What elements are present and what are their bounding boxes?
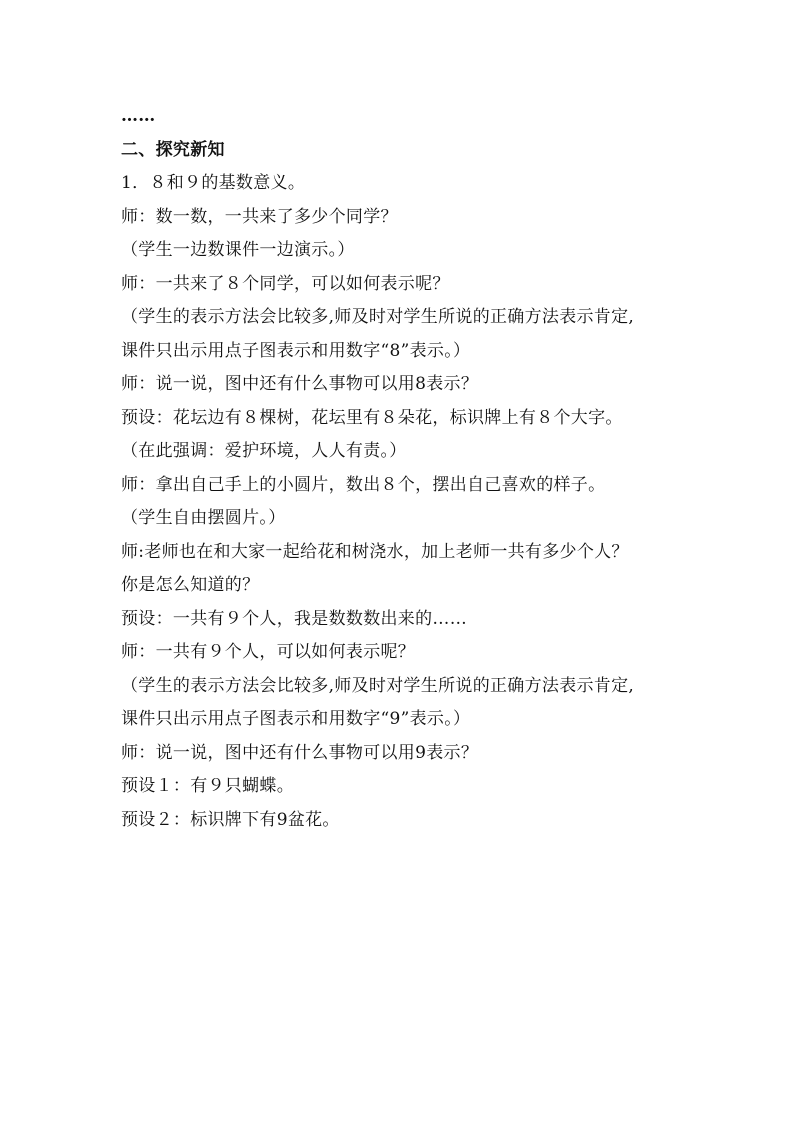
paragraph-line: 预设：一共有９个人，我是数数数出来的…… xyxy=(121,608,467,629)
document-body xyxy=(121,100,691,837)
paragraph-line: （学生的表示方法会比较多,师及时对学生所说的正确方法表示肯定, xyxy=(121,675,635,696)
paragraph-line: 师：一共来了８个同学，可以如何表示呢？ xyxy=(121,273,450,294)
paragraph-line: 师：一共有９个人，可以如何表示呢？ xyxy=(121,642,416,662)
paragraph-line: 预设１：有９只蝴蝶。 xyxy=(121,776,294,796)
paragraph-line: （在此强调：爱护环境，人人有责。） xyxy=(121,441,407,461)
paragraph-line: 师:老师也在和大家一起给花和树浇水，加上老师一共有多少个人？ xyxy=(121,541,629,562)
paragraph-line: （学生自由摆圆片。） xyxy=(121,508,286,528)
paragraph-line: 预设：花坛边有８棵树，花坛里有８朵花，标识牌上有８个大字。 xyxy=(121,407,623,428)
section-heading: 二、探究新知 xyxy=(121,139,225,160)
paragraph-line: 师：说一说，图中还有什么事物可以用9表示？ xyxy=(121,742,479,763)
ellipsis-line: …… xyxy=(121,106,156,126)
paragraph-line: 你是怎么知道的？ xyxy=(121,575,260,595)
paragraph-line: （学生的表示方法会比较多,师及时对学生所说的正确方法表示肯定, xyxy=(121,307,635,327)
paragraph-line: 师：说一说，图中还有什么事物可以用8表示？ xyxy=(121,374,479,394)
subsection-heading: 1．８和９的基数意义。 xyxy=(121,173,306,193)
paragraph-line: 师：拿出自己手上的小圆片，数出８个，摆出自己喜欢的样子。 xyxy=(121,474,606,495)
paragraph-line: 课件只出示用点子图表示和用数字“8”表示。） xyxy=(121,340,471,361)
paragraph-line: 师：数一数，一共来了多少个同学？ xyxy=(121,206,398,227)
paragraph-line: 课件只出示用点子图表示和用数字“9”表示。） xyxy=(121,709,471,729)
paragraph-line: （学生一边数课件一边演示。） xyxy=(121,240,355,260)
paragraph-line: 预设２：标识牌下有9盆花。 xyxy=(121,809,340,830)
